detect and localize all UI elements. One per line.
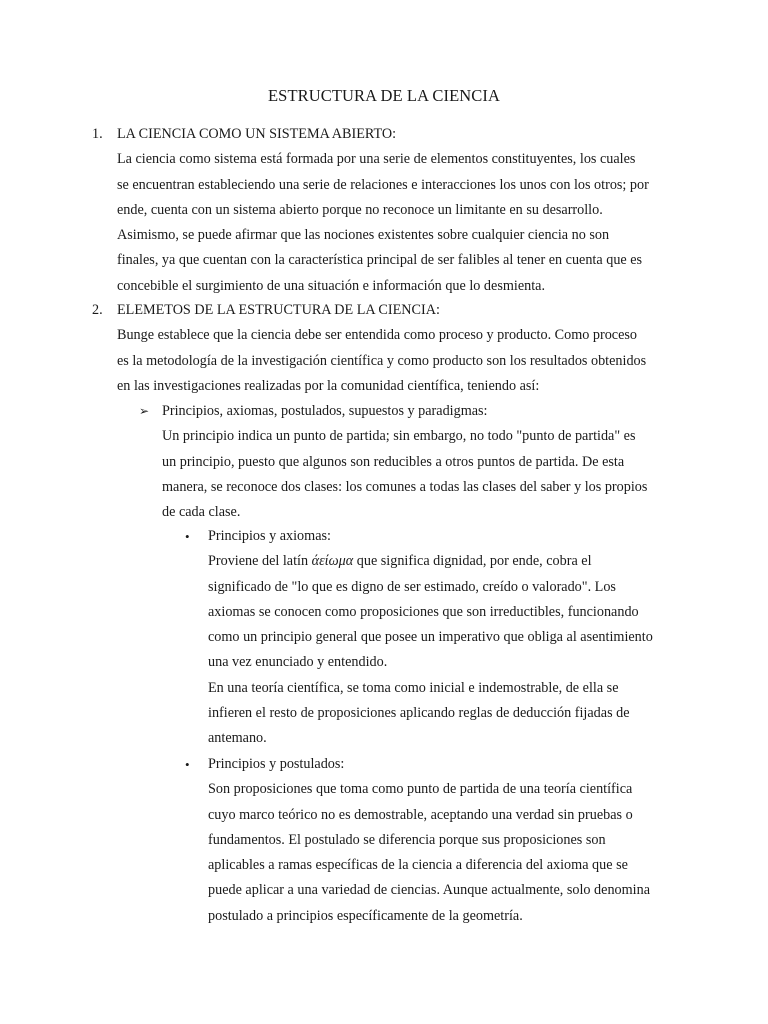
section-1-heading: LA CIENCIA COMO UN SISTEMA ABIERTO: [117,126,397,142]
paragraph-line: Asimismo, se puede afirmar que las nociones existentes sobre cualquier ciencia no son [117,227,610,244]
paragraph-line: se encuentran estableciendo una serie de relaciones e interacciones los unos con los otros; por [117,176,649,193]
arrow-bullet-icon: ➢ [139,404,150,418]
text-fragment: que significa dignidad, por ende, cobra el [353,553,592,570]
paragraph-line: puede aplicar a una variedad de ciencias. Aunque actualmente, solo denomina [208,882,650,899]
paragraph-line: significado de "lo que es digno de ser estimado, creído o valorado". Los [208,578,616,595]
paragraph-line: En una teoría científica, se toma como inicial e indemostrable, de ella se [208,679,619,696]
item-postulados [208,752,650,929]
subsection-principios [162,399,647,525]
paragraph-line: infieren el resto de proposiciones aplicando reglas de deducción fijadas de [208,705,630,722]
paragraph-line: manera, se reconoce dos clases: los comunes a todas las clases del saber y los propios [162,478,648,495]
paragraph-line: axiomas se conocen como proposiciones que son irreductibles, funcionando [208,603,639,620]
paragraph-line: como un principio general que posee un imperativo que obliga al asentimiento [208,629,653,646]
document-title: ESTRUCTURA DE LA CIENCIA [267,86,501,105]
text-fragment: Proviene del latín [208,553,312,570]
section-2 [117,298,646,399]
item-axiomas [208,524,653,752]
item-heading: Principios y axiomas: [208,528,331,544]
paragraph-line: Un principio indica un punto de partida; sin embargo, no todo "punto de partida" es [162,428,636,445]
item-heading: Principios y postulados: [208,756,345,772]
paragraph-line: La ciencia como sistema está formada por una serie de elementos constituyentes, los cuales [117,151,636,168]
section-2-heading: ELEMETOS DE LA ESTRUCTURA DE LA CIENCIA: [117,302,440,318]
paragraph-line: de cada clase. [162,504,241,521]
paragraph-line: finales, ya que cuentan con la característica principal de ser falibles al tener en cuenta que es [117,252,643,269]
paragraph-line: Bunge establece que la ciencia debe ser entendida como proceso y producto. Como proceso [117,327,638,344]
greek-word: άείωμα [311,553,354,570]
paragraph-line: un principio, puesto que algunos son reducibles a otros puntos de partida. De esta [162,453,625,470]
section-2-number: 2. [92,302,103,318]
dot-bullet-icon: • [185,757,190,772]
paragraph-line: aplicables a ramas específicas de la ciencia a diferencia del axioma que se [208,857,628,874]
paragraph-line: concebible el surgimiento de una situación e información que lo desmienta. [117,277,545,294]
paragraph-line: una vez enunciado y entendido. [208,654,388,671]
paragraph-line: cuyo marco teórico no es demostrable, aceptando una verdad sin pruebas o [208,806,633,823]
paragraph-line: postulado a principios específicamente de la geometría. [208,907,523,924]
paragraph-line: fundamentos. El postulado se diferencia porque sus proposiciones son [208,831,606,848]
paragraph-line: es la metodología de la investigación científica y como producto son los resultados obtenidos [117,352,647,369]
paragraph-line: ende, cuenta con un sistema abierto porque no reconoce un limitante en su desarrollo. [117,201,603,218]
section-1-number: 1. [92,126,103,142]
subsection-heading: Principios, axiomas, postulados, supuestos y paradigmas: [162,403,488,419]
paragraph-line: Son proposiciones que toma como punto de partida de una teoría científica [208,781,633,798]
dot-bullet-icon: • [185,529,190,544]
paragraph-line: antemano. [208,730,267,747]
paragraph-line [208,549,653,574]
section-1 [117,122,649,299]
paragraph-line: en las investigaciones realizadas por la comunidad científica, teniendo así: [117,377,540,394]
